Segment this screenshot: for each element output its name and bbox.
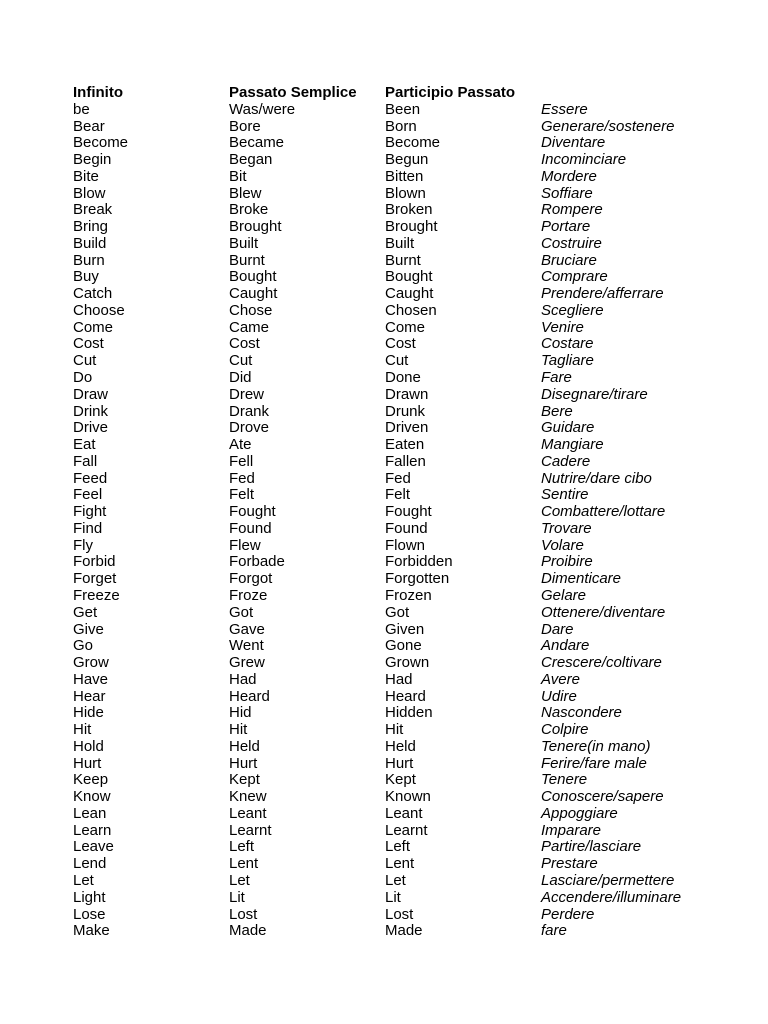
- past-simple-cell: Hit: [229, 721, 248, 739]
- italian-translation-cell: Essere: [541, 100, 588, 118]
- past-simple-cell: Forgot: [229, 570, 273, 588]
- italian-translation-cell: Appoggiare: [541, 804, 618, 822]
- past-participle-cell: Gone: [385, 637, 422, 655]
- infinitive-cell: Grow: [73, 654, 109, 672]
- infinitive-cell: Lend: [73, 855, 107, 873]
- infinitive-cell: Draw: [73, 385, 109, 403]
- past-simple-cell: Cost: [229, 335, 260, 353]
- infinitive-cell: Have: [73, 670, 109, 688]
- past-simple-cell: Learnt: [229, 821, 272, 839]
- infinitive-cell: Know: [73, 788, 111, 806]
- infinitive-cell: Leave: [73, 838, 114, 856]
- past-simple-cell: Kept: [229, 771, 260, 789]
- italian-translation-cell: Soffiare: [541, 184, 593, 202]
- past-simple-cell: Flew: [229, 536, 261, 554]
- table-row: [73, 152, 713, 169]
- past-participle-cell: Drunk: [385, 402, 426, 420]
- past-participle-cell: Born: [385, 117, 417, 135]
- infinitive-cell: Get: [73, 603, 98, 621]
- past-participle-cell: Grown: [385, 654, 430, 672]
- infinitive-cell: Lean: [73, 804, 107, 822]
- table-row: [73, 387, 713, 404]
- italian-translation-cell: Gelare: [541, 586, 587, 604]
- verb-rows: [73, 102, 713, 940]
- infinitive-cell: Drive: [73, 419, 109, 437]
- past-simple-cell: Drank: [229, 402, 270, 420]
- past-simple-cell: Came: [229, 318, 270, 336]
- italian-translation-cell: Generare/sostenere: [541, 117, 675, 135]
- infinitive-cell: Give: [73, 620, 104, 638]
- infinitive-cell: Freeze: [73, 586, 120, 604]
- past-participle-cell: Cut: [385, 352, 409, 370]
- past-simple-cell: Knew: [229, 788, 267, 806]
- italian-translation-cell: Guidare: [541, 419, 595, 437]
- infinitive-cell: Hit: [73, 721, 92, 739]
- table-row: [73, 169, 713, 186]
- infinitive-cell: Build: [73, 234, 107, 252]
- infinitive-cell: Fight: [73, 503, 107, 521]
- table-row: [73, 202, 713, 219]
- past-participle-cell: Felt: [385, 486, 411, 504]
- italian-translation-cell: Imparare: [541, 821, 602, 839]
- table-row: [73, 538, 713, 555]
- table-row: [73, 437, 713, 454]
- table-row: [73, 739, 713, 756]
- past-participle-cell: Hidden: [385, 704, 433, 722]
- table-row: [73, 789, 713, 806]
- table-row: [73, 303, 713, 320]
- table-row: [73, 554, 713, 571]
- past-participle-cell: Brought: [385, 218, 438, 236]
- italian-translation-cell: Combattere/lottare: [541, 503, 666, 521]
- table-row: [73, 672, 713, 689]
- infinitive-cell: Go: [73, 637, 94, 655]
- italian-translation-cell: Scegliere: [541, 301, 604, 319]
- table-row: [73, 638, 713, 655]
- table-row: [73, 772, 713, 789]
- past-simple-cell: Lit: [229, 888, 245, 906]
- past-participle-cell: Bought: [385, 268, 433, 286]
- infinitive-cell: Catch: [73, 285, 113, 303]
- table-row: [73, 756, 713, 773]
- italian-translation-cell: Dare: [541, 620, 574, 638]
- italian-translation-cell: Andare: [541, 637, 590, 655]
- infinitive-cell: Let: [73, 871, 94, 889]
- past-participle-cell: Come: [385, 318, 426, 336]
- past-participle-cell: Lost: [385, 905, 414, 923]
- italian-translation-cell: Mordere: [541, 167, 597, 185]
- past-simple-cell: Felt: [229, 486, 255, 504]
- infinitive-cell: Hurt: [73, 754, 102, 772]
- italian-translation-cell: Udire: [541, 687, 577, 705]
- infinitive-cell: Bring: [73, 218, 109, 236]
- past-participle-cell: Made: [385, 922, 423, 940]
- past-simple-cell: Bit: [229, 167, 247, 185]
- table-row: [73, 689, 713, 706]
- past-participle-cell: Let: [385, 871, 406, 889]
- table-row: [73, 219, 713, 236]
- past-simple-cell: Did: [229, 369, 252, 387]
- past-simple-cell: Found: [229, 519, 272, 537]
- table-row: [73, 186, 713, 203]
- table-row: [73, 873, 713, 890]
- italian-translation-cell: Perdere: [541, 905, 595, 923]
- infinitive-cell: Forbid: [73, 553, 116, 571]
- past-participle-cell: Got: [385, 603, 410, 621]
- italian-translation-cell: Fare: [541, 369, 572, 387]
- past-simple-cell: Drew: [229, 385, 265, 403]
- infinitive-cell: be: [73, 100, 90, 118]
- past-participle-cell: Hurt: [385, 754, 414, 772]
- italian-translation-cell: Tagliare: [541, 352, 594, 370]
- past-participle-cell: Chosen: [385, 301, 437, 319]
- past-participle-cell: Learnt: [385, 821, 428, 839]
- past-participle-cell: Lent: [385, 855, 415, 873]
- past-simple-cell: Chose: [229, 301, 273, 319]
- table-row: [73, 890, 713, 907]
- infinitive-cell: Hear: [73, 687, 106, 705]
- past-simple-cell: Became: [229, 134, 285, 152]
- table-row: [73, 286, 713, 303]
- infinitive-cell: Feel: [73, 486, 103, 504]
- infinitive-cell: Begin: [73, 151, 112, 169]
- table-row: [73, 487, 713, 504]
- italian-translation-cell: Accendere/illuminare: [541, 888, 682, 906]
- header-past-simple: Passato Semplice: [229, 84, 357, 101]
- italian-translation-cell: Portare: [541, 218, 591, 236]
- past-simple-cell: Hurt: [229, 754, 258, 772]
- italian-translation-cell: Volare: [541, 536, 584, 554]
- table-row: [73, 571, 713, 588]
- italian-translation-cell: Sentire: [541, 486, 589, 504]
- table-row: [73, 454, 713, 471]
- infinitive-cell: Drink: [73, 402, 109, 420]
- infinitive-cell: Fall: [73, 452, 98, 470]
- infinitive-cell: Bite: [73, 167, 99, 185]
- italian-translation-cell: Partire/lasciare: [541, 838, 642, 856]
- past-simple-cell: Lent: [229, 855, 259, 873]
- past-participle-cell: Burnt: [385, 251, 421, 269]
- italian-translation-cell: Diventare: [541, 134, 606, 152]
- past-participle-cell: Begun: [385, 151, 429, 169]
- italian-translation-cell: Crescere/coltivare: [541, 654, 662, 672]
- table-row: [73, 370, 713, 387]
- italian-translation-cell: Lasciare/permettere: [541, 871, 675, 889]
- past-simple-cell: Fed: [229, 469, 255, 487]
- table-row: [73, 588, 713, 605]
- past-simple-cell: Built: [229, 234, 259, 252]
- past-participle-cell: Had: [385, 670, 413, 688]
- past-simple-cell: Hid: [229, 704, 252, 722]
- table-row: [73, 404, 713, 421]
- table-row: [73, 806, 713, 823]
- italian-translation-cell: Nutrire/dare cibo: [541, 469, 652, 487]
- table-row: [73, 655, 713, 672]
- header-infinitive: Infinito: [73, 84, 123, 101]
- past-participle-cell: Left: [385, 838, 411, 856]
- past-participle-cell: Been: [385, 100, 421, 118]
- past-participle-cell: Forgotten: [385, 570, 450, 588]
- italian-translation-cell: Comprare: [541, 268, 608, 286]
- table-row: [73, 722, 713, 739]
- past-simple-cell: Lost: [229, 905, 258, 923]
- infinitive-cell: Burn: [73, 251, 105, 269]
- past-simple-cell: Let: [229, 871, 250, 889]
- past-simple-cell: Got: [229, 603, 254, 621]
- past-participle-cell: Bitten: [385, 167, 424, 185]
- past-participle-cell: Held: [385, 737, 416, 755]
- infinitive-cell: Find: [73, 519, 103, 537]
- italian-translation-cell: Cadere: [541, 452, 591, 470]
- past-simple-cell: Brought: [229, 218, 282, 236]
- past-simple-cell: Burnt: [229, 251, 265, 269]
- table-row: [73, 102, 713, 119]
- past-simple-cell: Leant: [229, 804, 267, 822]
- infinitive-cell: Blow: [73, 184, 106, 202]
- past-simple-cell: Forbade: [229, 553, 285, 571]
- past-simple-cell: Drove: [229, 419, 270, 437]
- header-past-participle: Participio Passato: [385, 84, 516, 101]
- past-participle-cell: Fallen: [385, 452, 426, 470]
- infinitive-cell: Learn: [73, 821, 112, 839]
- past-participle-cell: Frozen: [385, 586, 432, 604]
- infinitive-cell: Feed: [73, 469, 108, 487]
- infinitive-cell: Cut: [73, 352, 97, 370]
- past-participle-cell: Driven: [385, 419, 429, 437]
- past-simple-cell: Had: [229, 670, 257, 688]
- past-participle-cell: Done: [385, 369, 421, 387]
- past-simple-cell: Froze: [229, 586, 268, 604]
- past-simple-cell: Gave: [229, 620, 265, 638]
- italian-translation-cell: Bruciare: [541, 251, 597, 269]
- italian-translation-cell: Incominciare: [541, 151, 627, 169]
- italian-translation-cell: Disegnare/tirare: [541, 385, 648, 403]
- past-simple-cell: Blew: [229, 184, 262, 202]
- table-header: [73, 85, 713, 102]
- table-row: [73, 119, 713, 136]
- infinitive-cell: Hold: [73, 737, 104, 755]
- infinitive-cell: Lose: [73, 905, 106, 923]
- table-row: [73, 605, 713, 622]
- infinitive-cell: Come: [73, 318, 114, 336]
- past-participle-cell: Given: [385, 620, 425, 638]
- past-simple-cell: Bore: [229, 117, 261, 135]
- table-row: [73, 622, 713, 639]
- italian-translation-cell: Ottenere/diventare: [541, 603, 666, 621]
- past-simple-cell: Broke: [229, 201, 269, 219]
- table-row: [73, 907, 713, 924]
- past-participle-cell: Caught: [385, 285, 434, 303]
- italian-translation-cell: Costare: [541, 335, 594, 353]
- infinitive-cell: Do: [73, 369, 93, 387]
- infinitive-cell: Fly: [73, 536, 93, 554]
- infinitive-cell: Eat: [73, 436, 96, 454]
- table-row: [73, 135, 713, 152]
- past-participle-cell: Known: [385, 788, 431, 806]
- table-row: [73, 923, 713, 940]
- table-row: [73, 320, 713, 337]
- italian-translation-cell: Colpire: [541, 721, 589, 739]
- table-row: [73, 839, 713, 856]
- past-simple-cell: Went: [229, 637, 264, 655]
- past-simple-cell: Began: [229, 151, 273, 169]
- past-simple-cell: Cut: [229, 352, 253, 370]
- past-participle-cell: Cost: [385, 335, 416, 353]
- past-participle-cell: Leant: [385, 804, 423, 822]
- past-participle-cell: Lit: [385, 888, 401, 906]
- past-simple-cell: Bought: [229, 268, 277, 286]
- past-participle-cell: Become: [385, 134, 441, 152]
- past-simple-cell: Fell: [229, 452, 254, 470]
- infinitive-cell: Choose: [73, 301, 125, 319]
- infinitive-cell: Hide: [73, 704, 104, 722]
- past-participle-cell: Drawn: [385, 385, 429, 403]
- italian-translation-cell: Proibire: [541, 553, 593, 571]
- italian-translation-cell: Conoscere/sapere: [541, 788, 664, 806]
- table-row: [73, 521, 713, 538]
- table-row: [73, 856, 713, 873]
- past-participle-cell: Kept: [385, 771, 416, 789]
- table-row: [73, 420, 713, 437]
- past-participle-cell: Broken: [385, 201, 433, 219]
- infinitive-cell: Break: [73, 201, 113, 219]
- past-simple-cell: Left: [229, 838, 255, 856]
- italian-translation-cell: Nascondere: [541, 704, 622, 722]
- past-participle-cell: Built: [385, 234, 415, 252]
- italian-translation-cell: Ferire/fare male: [541, 754, 647, 772]
- table-row: [73, 253, 713, 270]
- italian-translation-cell: Prestare: [541, 855, 598, 873]
- irregular-verbs-table: [73, 85, 713, 940]
- italian-translation-cell: Costruire: [541, 234, 602, 252]
- table-row: [73, 336, 713, 353]
- past-simple-cell: Caught: [229, 285, 278, 303]
- past-simple-cell: Made: [229, 922, 267, 940]
- past-participle-cell: Blown: [385, 184, 426, 202]
- infinitive-cell: Light: [73, 888, 106, 906]
- past-simple-cell: Held: [229, 737, 260, 755]
- infinitive-cell: Cost: [73, 335, 104, 353]
- italian-translation-cell: Mangiare: [541, 436, 604, 454]
- table-row: [73, 353, 713, 370]
- italian-translation-cell: Tenere: [541, 771, 588, 789]
- past-participle-cell: Found: [385, 519, 428, 537]
- infinitive-cell: Forget: [73, 570, 117, 588]
- italian-translation-cell: Trovare: [541, 519, 592, 537]
- infinitive-cell: Bear: [73, 117, 105, 135]
- infinitive-cell: Make: [73, 922, 110, 940]
- past-participle-cell: Fed: [385, 469, 411, 487]
- table-row: [73, 471, 713, 488]
- italian-translation-cell: Rompere: [541, 201, 603, 219]
- table-row: [73, 705, 713, 722]
- past-participle-cell: Flown: [385, 536, 426, 554]
- past-participle-cell: Fought: [385, 503, 432, 521]
- past-simple-cell: Ate: [229, 436, 252, 454]
- past-simple-cell: Grew: [229, 654, 265, 672]
- italian-translation-cell: Avere: [541, 670, 580, 688]
- past-participle-cell: Hit: [385, 721, 404, 739]
- italian-translation-cell: Venire: [541, 318, 584, 336]
- italian-translation-cell: fare: [541, 922, 567, 940]
- table-row: [73, 236, 713, 253]
- past-participle-cell: Forbidden: [385, 553, 453, 571]
- italian-translation-cell: Bere: [541, 402, 573, 420]
- past-participle-cell: Eaten: [385, 436, 425, 454]
- infinitive-cell: Become: [73, 134, 129, 152]
- past-simple-cell: Was/were: [229, 100, 296, 118]
- infinitive-cell: Buy: [73, 268, 99, 286]
- past-simple-cell: Fought: [229, 503, 276, 521]
- italian-translation-cell: Prendere/afferrare: [541, 285, 664, 303]
- italian-translation-cell: Tenere(in mano): [541, 737, 651, 755]
- table-row: [73, 504, 713, 521]
- italian-translation-cell: Dimenticare: [541, 570, 622, 588]
- infinitive-cell: Keep: [73, 771, 109, 789]
- past-participle-cell: Heard: [385, 687, 426, 705]
- past-simple-cell: Heard: [229, 687, 270, 705]
- table-row: [73, 823, 713, 840]
- table-row: [73, 269, 713, 286]
